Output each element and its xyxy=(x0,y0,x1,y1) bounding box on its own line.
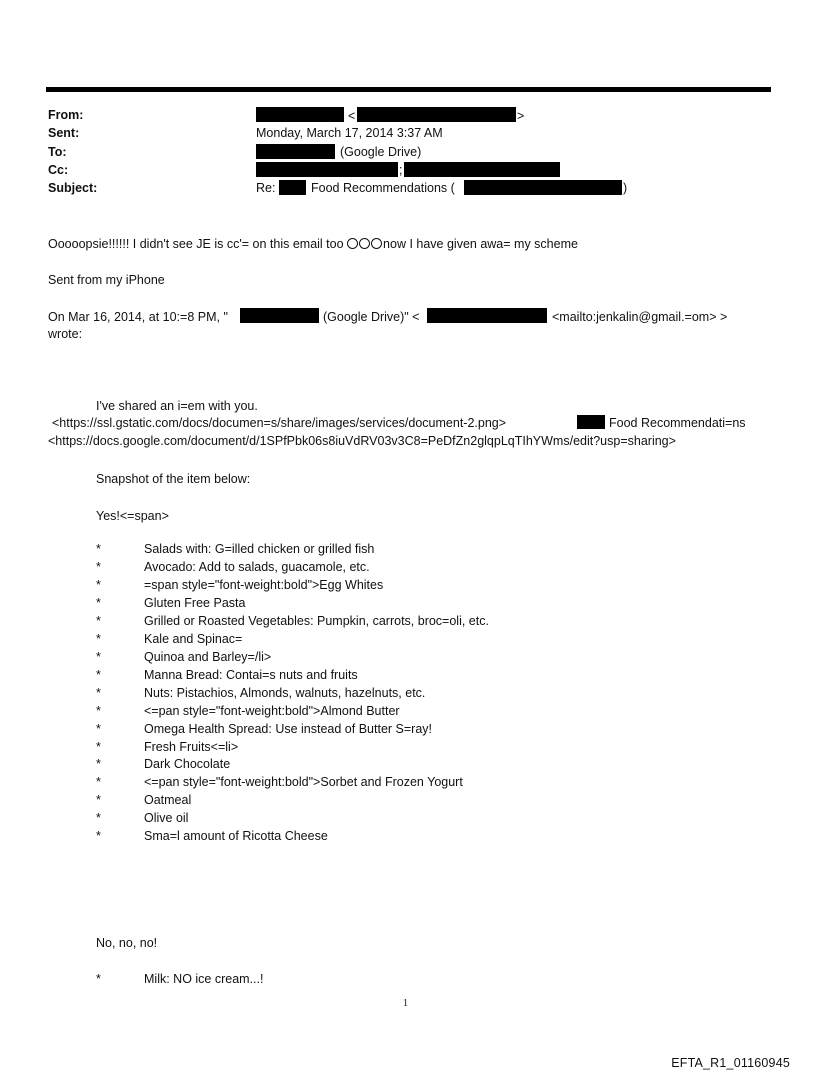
bullet: * xyxy=(96,668,101,682)
from-lt: < xyxy=(348,109,356,123)
list-item: Sma=l amount of Ricotta Cheese xyxy=(144,829,328,843)
list-item-milk: Milk: NO ice cream...! xyxy=(144,972,264,986)
cc-label: Cc: xyxy=(48,163,69,177)
subject-close: ) xyxy=(623,181,628,195)
to-suffix: (Google Drive) xyxy=(340,145,422,159)
list-item: Nuts: Pistachios, Almonds, walnuts, hazelnuts, etc. xyxy=(144,686,426,700)
sent-label: Sent: xyxy=(48,126,80,140)
sent-value: Monday, March 17, 2014 3:37 AM xyxy=(256,126,443,140)
list-item: Salads with: G=illed chicken or grilled fish xyxy=(144,542,375,556)
from-gt: > xyxy=(517,109,525,123)
list-item: Fresh Fruits<=li> xyxy=(144,740,239,754)
to-label: To: xyxy=(48,145,67,159)
bullet: * xyxy=(96,775,101,789)
smiley-icon xyxy=(347,238,358,249)
snapshot-line: Snapshot of the item below: xyxy=(96,472,251,486)
document-id: EFTA_R1_01160945 xyxy=(671,1056,790,1070)
yes-line: Yes!<=span> xyxy=(96,509,169,523)
bullet: * xyxy=(96,578,101,592)
subject-text: Food Recommendations ( xyxy=(311,181,455,195)
smiley-icon xyxy=(371,238,382,249)
sent-from-line: Sent from my iPhone xyxy=(48,273,165,287)
bullet: * xyxy=(96,632,101,646)
list-item: <=pan style="font-weight:bold">Almond Butter xyxy=(144,704,400,718)
list-item: Omega Health Spread: Use instead of Butter S=ray! xyxy=(144,722,433,736)
bullet: * xyxy=(96,722,101,736)
bullet: * xyxy=(96,560,101,574)
image-url-link[interactable]: <https://ssl.gstatic.com/docs/documen=s/share/images/services/document-2.png> xyxy=(52,416,507,430)
quote-prefix: On Mar 16, 2014, at 10:=8 PM, " xyxy=(48,310,228,324)
cc-separator: ; xyxy=(399,163,403,177)
redaction-block xyxy=(240,308,319,323)
bullet: * xyxy=(96,614,101,628)
list-item: =span style="font-weight:bold">Egg Whites xyxy=(144,578,384,592)
header-rule xyxy=(46,87,771,92)
list-item: Quinoa and Barley=/li> xyxy=(144,650,272,664)
redaction-block xyxy=(404,162,560,177)
list-item: <=pan style="font-weight:bold">Sorbet and Frozen Yogurt xyxy=(144,775,463,789)
oopsie-tail: now I have given awa= my scheme xyxy=(383,237,578,251)
doc-title-tail: Food Recommendati=ns xyxy=(609,416,746,430)
list-item: Dark Chocolate xyxy=(144,757,231,771)
redaction-block xyxy=(256,107,344,122)
bullet: * xyxy=(96,704,101,718)
bullet: * xyxy=(96,542,101,556)
list-item: Manna Bread: Contai=s nuts and fruits xyxy=(144,668,358,682)
bullet: * xyxy=(96,757,101,771)
quote-mailto-link[interactable]: <mailto:jenkalin@gmail.=om> > xyxy=(552,310,728,324)
bullet: * xyxy=(96,740,101,754)
no-line: No, no, no! xyxy=(96,936,158,950)
subject-label: Subject: xyxy=(48,181,98,195)
redaction-block xyxy=(256,144,335,159)
list-item: Kale and Spinac= xyxy=(144,632,243,646)
redaction-block xyxy=(464,180,622,195)
redaction-block xyxy=(256,162,398,177)
from-label: From: xyxy=(48,108,84,122)
redaction-block xyxy=(279,180,306,195)
bullet: * xyxy=(96,596,101,610)
subject-prefix: Re: xyxy=(256,181,276,195)
list-item: Avocado: Add to salads, guacamole, etc. xyxy=(144,560,370,574)
bullet: * xyxy=(96,829,101,843)
list-item: Olive oil xyxy=(144,811,189,825)
bullet: * xyxy=(96,650,101,664)
bullet: * xyxy=(96,972,101,986)
quote-mid: (Google Drive)" < xyxy=(323,310,420,324)
bullet: * xyxy=(96,793,101,807)
list-item: Grilled or Roasted Vegetables: Pumpkin, carrots, broc=oli, etc. xyxy=(144,614,489,628)
smiley-icon xyxy=(359,238,370,249)
list-item: Oatmeal xyxy=(144,793,192,807)
body-line-oopsie xyxy=(48,237,578,252)
shared-line: I've shared an i=em with you. xyxy=(96,399,258,413)
redaction-block xyxy=(577,415,605,429)
page-number: 1 xyxy=(403,998,408,1009)
quote-wrote: wrote: xyxy=(48,327,83,341)
redaction-block xyxy=(357,107,516,122)
bullet: * xyxy=(96,811,101,825)
redaction-block xyxy=(427,308,547,323)
list-item: Gluten Free Pasta xyxy=(144,596,246,610)
bullet: * xyxy=(96,686,101,700)
doc-url-link[interactable]: <https://docs.google.com/document/d/1SPfPbk06s8iuVdRV03v3C8=PeDfZn2glqpLqTIhYWms/edit?usp=sharing> xyxy=(48,434,676,448)
oopsie-text: Ooooopsie!!!!!! I didn't see JE is cc'= on this email too xyxy=(48,237,344,251)
